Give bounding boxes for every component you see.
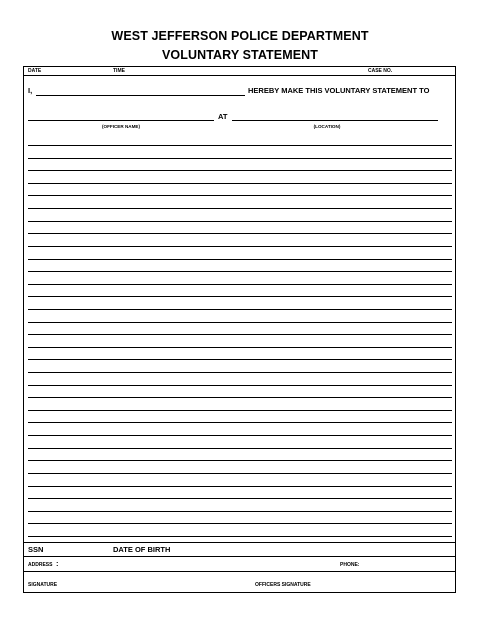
officer-name-field[interactable]: [28, 120, 214, 121]
officer-name-caption: (OFFICER NAME): [101, 124, 141, 129]
statement-line[interactable]: [28, 498, 452, 499]
statement-line[interactable]: [28, 195, 452, 196]
location-field[interactable]: [232, 120, 438, 121]
statement-line[interactable]: [28, 233, 452, 234]
officer-signature-label: OFFICERS SIGNATURE: [255, 582, 311, 588]
statement-line[interactable]: [28, 410, 452, 411]
phone-label: PHONE:: [340, 562, 360, 568]
ssn-label: SSN: [28, 545, 44, 554]
statement-line[interactable]: [28, 221, 452, 222]
statement-line[interactable]: [28, 334, 452, 335]
department-title: WEST JEFFERSON POLICE DEPARTMENT: [111, 29, 369, 43]
statement-line[interactable]: [28, 523, 452, 524]
statement-text: HEREBY MAKE THIS VOLUNTARY STATEMENT TO: [248, 86, 430, 95]
statement-line[interactable]: [28, 385, 452, 386]
statement-line[interactable]: [28, 183, 452, 184]
statement-line[interactable]: [28, 246, 452, 247]
bottom-divider-3: [23, 571, 456, 572]
statement-line[interactable]: [28, 473, 452, 474]
bottom-divider-2: [23, 556, 456, 557]
statement-line[interactable]: [28, 536, 452, 537]
statement-line[interactable]: [28, 170, 452, 171]
statement-line[interactable]: [28, 511, 452, 512]
case-number-label: CASE NO.: [368, 68, 393, 74]
statement-line[interactable]: [28, 158, 452, 159]
statement-prefix: I,: [28, 86, 33, 95]
statement-line[interactable]: [28, 359, 452, 360]
statement-line[interactable]: [28, 448, 452, 449]
location-caption: (LOCATION): [313, 124, 341, 129]
statement-line[interactable]: [28, 284, 452, 285]
statement-line[interactable]: [28, 322, 452, 323]
top-row-divider: [23, 75, 456, 76]
statement-line[interactable]: [28, 347, 452, 348]
signature-label: SIGNATURE: [28, 582, 58, 588]
statement-line[interactable]: [28, 486, 452, 487]
statement-line[interactable]: [28, 460, 452, 461]
statement-line[interactable]: [28, 208, 452, 209]
statement-line[interactable]: [28, 435, 452, 436]
statement-line[interactable]: [28, 397, 452, 398]
address-colon: :: [56, 559, 59, 568]
declarant-name-field[interactable]: [36, 95, 245, 96]
bottom-divider-1: [23, 542, 456, 543]
statement-at: AT: [218, 112, 228, 121]
statement-line[interactable]: [28, 309, 452, 310]
address-label: ADDRESS: [28, 562, 53, 568]
form-title: VOLUNTARY STATEMENT: [161, 48, 319, 62]
statement-line[interactable]: [28, 145, 452, 146]
statement-line[interactable]: [28, 259, 452, 260]
date-of-birth-label: DATE OF BIRTH: [113, 545, 171, 554]
date-label: DATE: [28, 68, 42, 74]
statement-line[interactable]: [28, 422, 452, 423]
statement-line[interactable]: [28, 271, 452, 272]
statement-line[interactable]: [28, 296, 452, 297]
statement-line[interactable]: [28, 372, 452, 373]
time-label: TIME: [113, 68, 125, 74]
